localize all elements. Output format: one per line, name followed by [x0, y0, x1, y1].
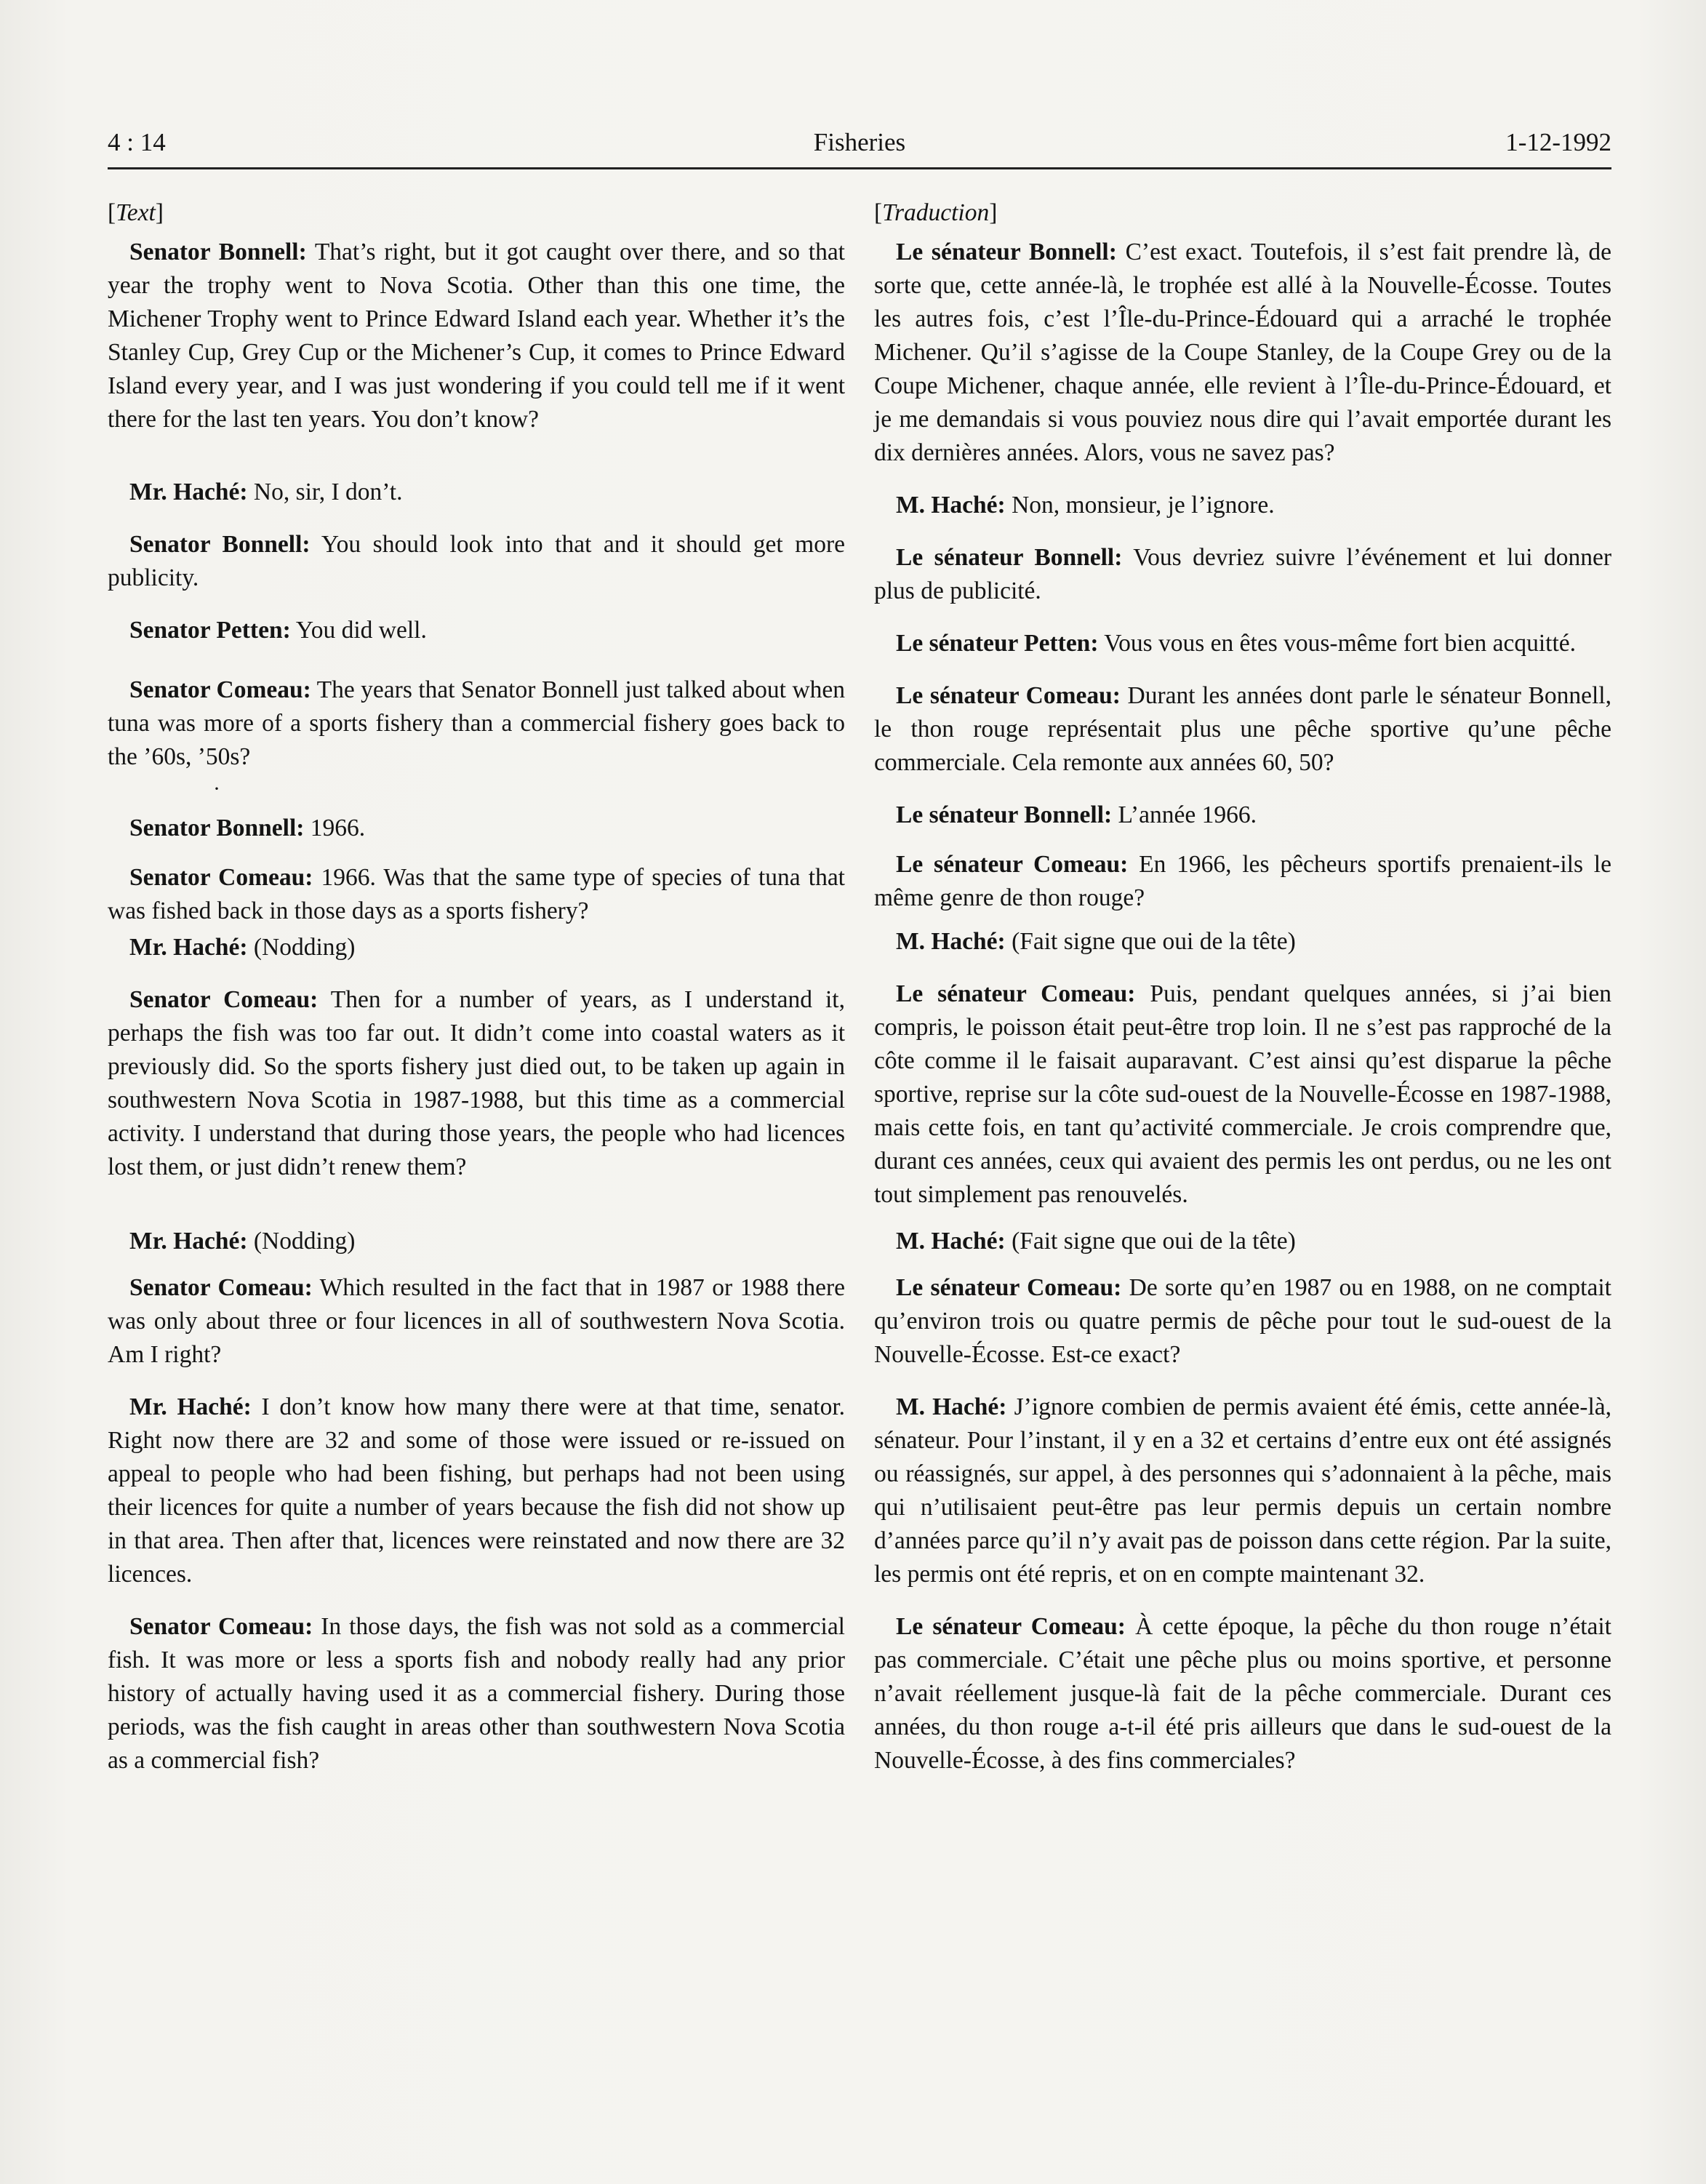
speech-text: (Nodding): [247, 1228, 356, 1255]
transcript-paragraph: [874, 236, 1611, 470]
speaker-name: Le sénateur Bonnell:: [896, 239, 1117, 265]
language-tag: [Text]: [108, 199, 164, 226]
speaker-name: Senator Comeau:: [129, 676, 311, 703]
transcript-paragraph: [874, 977, 1611, 1212]
speaker-name: Le sénateur Comeau:: [896, 1274, 1122, 1301]
speech-text: Vous vous en êtes vous-même fort bien acquitté.: [1098, 630, 1577, 657]
speaker-name: Senator Petten:: [129, 617, 291, 644]
speech-text: Vous devriez suivre l’événement et lui donner plus de publicité.: [874, 544, 1611, 604]
speaker-name: Le sénateur Petten:: [896, 630, 1099, 657]
page-number: 4 : 14: [108, 128, 166, 156]
speech-text: (Fait signe que oui de la tête): [1005, 928, 1296, 955]
transcript-paragraph: [874, 541, 1611, 608]
speech-text: 1966. Was that the same type of species of tuna that was fished back in those days as a sports fishery?: [108, 864, 845, 924]
speaker-name: Le sénateur Comeau:: [896, 851, 1129, 878]
speech-text: À cette époque, la pêche du thon rouge n’était pas commerciale. C’était une pêche plus ou moins sportive, et personne n’avait réellement jusque-là fait de la pêche commerciale. Durant ces années, du thon rouge a-t-il été pris ailleurs que dans le sud-ouest de la Nouvelle-Écosse, à des fins commerciales?: [874, 1613, 1611, 1774]
speaker-name: M. Haché:: [896, 1228, 1006, 1255]
speaker-name: Le sénateur Bonnell:: [896, 544, 1123, 571]
speech-text: Puis, pendant quelques années, si j’ai bien compris, le poisson était peut-être trop loin. Il ne s’est pas rapproché de la côte comme il le faisait auparavant. C’est ainsi qu’est disparue la pêche sportive, reprise sur la côte sud-ouest de la Nouvelle-Écosse en 1987-1988, mais cette fois, en tant qu’activité commerciale. Je crois comprendre que, durant ces années, ceux qui avaient des permis les ont perdus, ou ne les ont tout simplement pas renouvelés.: [874, 980, 1611, 1208]
transcript-paragraph: [108, 812, 845, 845]
transcript-paragraph: [108, 673, 845, 774]
speech-text: De sorte qu’en 1987 ou en 1988, on ne comptait qu’environ trois ou quatre permis de pêche pour tout le sud-ouest de la Nouvelle-Écosse. Est-ce exact?: [874, 1274, 1611, 1368]
transcript-paragraph: [108, 236, 845, 436]
speaker-name: Senator Bonnell:: [129, 815, 305, 841]
speech-text: Durant les années dont parle le sénateur Bonnell, le thon rouge représentait plus une pêche sportive qu’une pêche commerciale. Cela remonte aux années 60, 50?: [874, 682, 1611, 776]
transcript-paragraph: [874, 799, 1611, 832]
speaker-name: Mr. Haché:: [129, 1228, 248, 1255]
speaker-name: Le sénateur Bonnell:: [896, 801, 1113, 828]
speaker-name: Le sénateur Comeau:: [896, 980, 1136, 1007]
transcript-paragraph: [874, 627, 1611, 660]
transcript-paragraph: [108, 861, 845, 928]
speaker-name: Senator Bonnell:: [129, 531, 311, 558]
transcript-paragraph: [874, 1271, 1611, 1372]
speaker-name: Le sénateur Comeau:: [896, 1613, 1126, 1640]
speech-text: In those days, the fish was not sold as a commercial fish. It was more or less a sports fish and nobody really had any prior history of actually having used it as a commercial fishery. During those periods, was the fish caught in areas other than southwestern Nova Scotia as a commercial fish?: [108, 1613, 845, 1774]
speech-text: 1966.: [304, 815, 366, 841]
transcript-paragraph: [108, 983, 845, 1184]
speech-text: En 1966, les pêcheurs sportifs prenaient-ils le même genre de thon rouge?: [874, 851, 1611, 911]
speech-text: (Fait signe que oui de la tête): [1005, 1228, 1296, 1255]
speech-text: (Nodding): [247, 934, 356, 961]
speaker-name: Mr. Haché:: [129, 934, 248, 961]
speaker-name: Senator Comeau:: [129, 986, 319, 1013]
speech-text: The years that Senator Bonnell just talked about when tuna was more of a sports fishery than a commercial fishery goes back to the ’60s, ’50s?: [108, 676, 846, 770]
transcript-paragraph: [108, 476, 845, 509]
speaker-name: Mr. Haché:: [129, 479, 248, 505]
speech-text: Non, monsieur, je l’ignore.: [1005, 492, 1275, 519]
speech-text: That’s right, but it got caught over there, and so that year the trophy went to Nova Scotia. Other than this one time, the Michener Trophy went to Prince Edward Island each year. Whether it’s the Stanley Cup, Grey Cup or the Michener’s Cup, it comes to Prince Edward Island every year, and I was just wondering if you could tell me if it went there for the last ten years. You don’t know?: [108, 239, 845, 433]
transcript-paragraph: [874, 489, 1611, 522]
speaker-name: Senator Comeau:: [129, 1613, 313, 1640]
speaker-name: M. Haché:: [896, 1393, 1007, 1420]
transcript-paragraph: [108, 1610, 845, 1777]
french-column: [874, 196, 1611, 1777]
transcript-paragraph: [108, 931, 845, 964]
speech-text: You did well.: [290, 617, 427, 644]
speaker-name: Mr. Haché:: [129, 1393, 252, 1420]
english-column: [108, 196, 845, 1777]
committee-title: Fisheries: [813, 128, 906, 156]
speech-text: Then for a number of years, as I understand it, perhaps the fish was too far out. It didn’t come into coastal waters as it previously did. So the sports fishery just died out, to be taken up again in southwestern Nova Scotia in 1987-1988, but this time as a commercial activity. I understand that during those years, the people who had licences lost them, or just didn’t renew them?: [108, 986, 845, 1180]
speaker-name: Senator Comeau:: [129, 864, 313, 891]
speaker-name: Senator Comeau:: [129, 1274, 313, 1301]
transcript-paragraph: [108, 528, 845, 595]
transcript-paragraph: [874, 679, 1611, 780]
transcript-paragraph: [108, 1271, 845, 1372]
speech-text: Which resulted in the fact that in 1987 or 1988 there was only about three or four licences in all of southwestern Nova Scotia. Am I right?: [108, 1274, 845, 1368]
transcript-paragraph: [874, 925, 1611, 959]
speech-text: I don’t know how many there were at that time, senator. Right now there are 32 and some of those were issued or re-issued on appeal to people who had been fishing, but perhaps had not been using their licences for quite a number of years because the fish did not show up in that area. Then after that, licences were reinstated and now there are 32 licences.: [108, 1393, 846, 1588]
speech-text: J’ignore combien de permis avaient été émis, cette année-là, sénateur. Pour l’instant, il y en a 32 et certains d’entre eux ont été assignés ou réassignés, sur appel, à des personnes qui s’adonnaient à la pêche, mais qui n’utilisaient peut-être pas leur permis depuis un certain nombre d’années parce qu’il n’y avait pas de poisson dans cette région. Par la suite, les permis ont été repris, et on en compte maintenant 32.: [874, 1393, 1612, 1588]
speaker-name: M. Haché:: [896, 492, 1006, 519]
speech-text: C’est exact. Toutefois, il s’est fait prendre là, de sorte que, cette année-là, le trophée est allé à la Nouvelle-Écosse. Toutes les autres fois, c’est l’Île-du-Prince-Édouard qui a arraché le trophée Michener. Qu’il s’agisse de la Coupe Stanley, de la Coupe Grey ou de la Coupe Michener, chaque année, elle revient à l’Île-du-Prince-Édouard, et je me demandais si vous pouviez nous dire qui l’avait emportée durant les dix dernières années. Alors, vous ne savez pas?: [874, 239, 1612, 466]
speech-text: No, sir, I don’t.: [247, 479, 403, 505]
transcript-paragraph: [874, 848, 1611, 915]
speaker-name: Senator Bonnell:: [129, 239, 307, 265]
speech-text: You should look into that and it should get more publicity.: [108, 531, 846, 591]
stray-mark: ·: [213, 777, 220, 801]
header-date: 1-12-1992: [1505, 128, 1611, 156]
speaker-name: Le sénateur Comeau:: [896, 682, 1121, 709]
speech-text: L’année 1966.: [1112, 801, 1257, 828]
speaker-name: M. Haché:: [896, 928, 1006, 955]
transcript-paragraph: [108, 1225, 845, 1258]
transcript-paragraph: [874, 1225, 1611, 1258]
transcript-paragraph: [874, 1610, 1611, 1777]
transcript-paragraph: [108, 614, 845, 647]
transcript-paragraph: [874, 1391, 1611, 1591]
page-header: [108, 125, 1611, 169]
transcript-paragraph: [108, 1391, 845, 1591]
language-tag: [Traduction]: [874, 199, 998, 226]
